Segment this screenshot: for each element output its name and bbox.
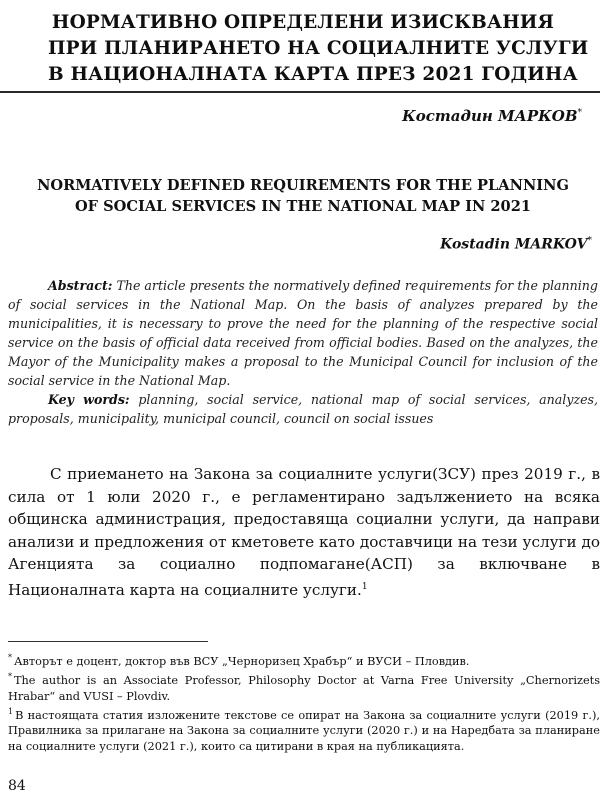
author-english-name: Kostadin MARKOV	[440, 236, 588, 253]
body-text	[8, 463, 600, 601]
footnote	[8, 704, 600, 754]
author-english	[440, 236, 592, 253]
footnote-divider	[8, 641, 208, 642]
footnote	[8, 650, 600, 669]
abstract-text: The article presents the normatively defined requirements for the planning of social services in the National Map. On the basis of analyzes prepared by the municipalities, it is necessary to prove the need for the planning of the respective social service on the basis of official data received from official bodies. Based on the analyzes, the Mayor of the Municipality makes a proposal to the Municipal Council for inclusion of the social service in the National Map.	[8, 278, 598, 388]
footnotes	[8, 650, 600, 754]
footnote-text: Авторът е доцент, доктор във ВСУ „Черноризец Храбър“ и ВУСИ – Пловдив.	[14, 654, 470, 668]
footnote-text: The author is an Associate Professor, Philosophy Doctor at Varna Free University „Chernorizets Hrabar“ and VUSI – Plovdiv.	[8, 674, 600, 703]
title-divider	[0, 91, 600, 93]
footnote-mark: 1	[8, 707, 14, 717]
author-bulgarian	[402, 107, 582, 125]
body-paragraph-text: С приемането на Закона за социалните услуги(ЗСУ) през 2019 г., в сила от 1 юли 2020 г., е регламентирано задължението на всяка общинска администрация, предоставяща социални услуги, да направи анализи и предложения от кметовете като доставчици на тези услуги до Агенцията за социално подпомагане(АСП) за включване в Националната карта на социалните услуги.	[8, 465, 600, 599]
title-bulgarian-line: В НАЦИОНАЛНАТА КАРТА ПРЕЗ 2021 ГОДИНА	[48, 64, 578, 85]
author-footnote-mark: *	[577, 108, 582, 118]
title-english-line: NORMATIVELY DEFINED REQUIREMENTS FOR THE PLANNING	[37, 177, 569, 194]
title-english-line: OF SOCIAL SERVICES IN THE NATIONAL MAP IN 2021	[74, 198, 532, 215]
title-bulgarian	[48, 10, 589, 88]
keywords-text: planning, social service, national map of social services, analyzes, proposals, municipality, municipal council, council on social issues	[8, 392, 598, 426]
footnote-reference: 1	[361, 581, 368, 592]
abstract-block	[8, 276, 598, 428]
keywords-paragraph	[8, 390, 598, 428]
footnote-mark: *	[8, 672, 12, 682]
footnote	[8, 669, 600, 704]
footnote-mark: *	[8, 653, 12, 662]
abstract-label: Abstract:	[48, 278, 113, 293]
footnote-text: В настоящата статия изложените текстове се опират на Закона за социалните услуги (2019 г.), Правилника за прилагане на Закона за социалните услуги (2020 г.) и на Наредбата за планиране на социалните услуги (2021 г.), които са цитирани в края на публикацията.	[8, 708, 600, 753]
title-bulgarian-line: НОРМАТИВНО ОПРЕДЕЛЕНИ ИЗИСКВАНИЯ	[51, 12, 555, 33]
author-footnote-mark: *	[587, 236, 592, 246]
keywords-label: Key words:	[48, 392, 130, 407]
title-bulgarian-line: ПРИ ПЛАНИРАНЕТО НА СОЦИАЛНИТЕ УСЛУГИ	[48, 38, 589, 59]
abstract-paragraph	[8, 276, 598, 390]
page-number: 84	[8, 778, 26, 794]
title-english	[8, 175, 598, 217]
author-bulgarian-name: Костадин МАРКОВ	[402, 107, 578, 125]
body-paragraph	[8, 463, 600, 601]
